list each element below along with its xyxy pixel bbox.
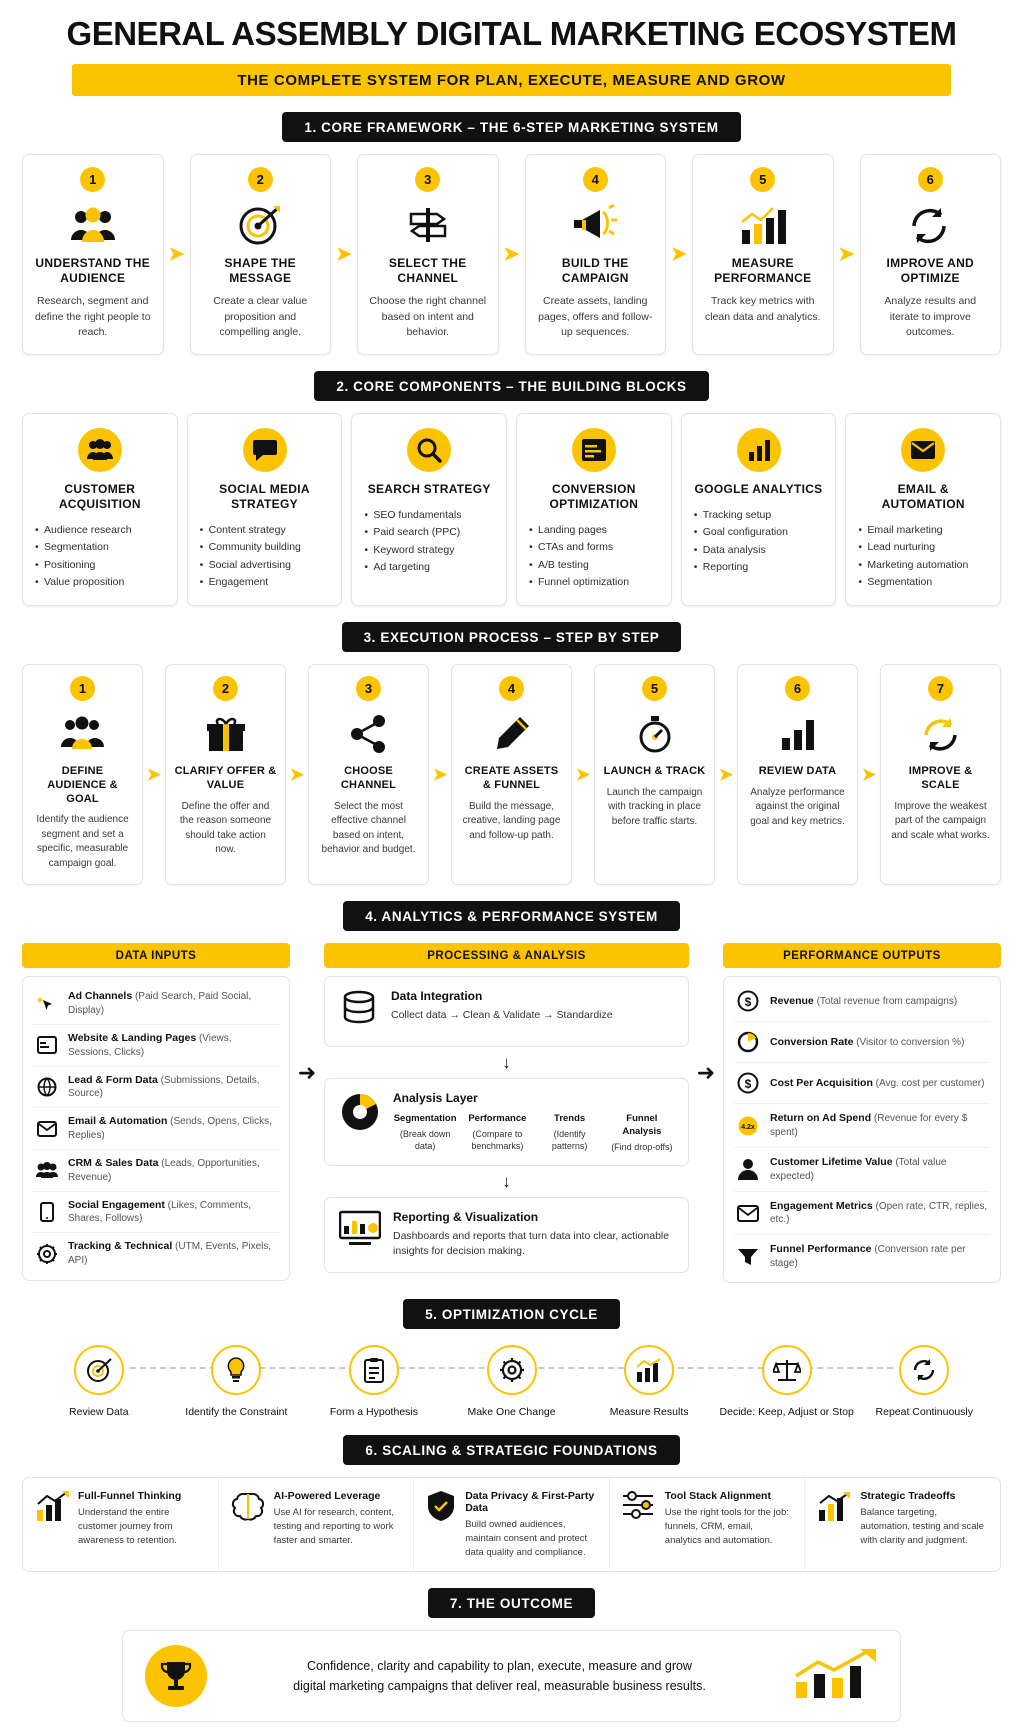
analysis-columns <box>393 1113 674 1153</box>
step-title: REVIEW DATA <box>758 765 837 778</box>
input-text <box>68 1115 277 1142</box>
integration-desc: Collect data → Clean & Validate → Standardize <box>391 1009 613 1022</box>
data-inputs-column <box>22 943 290 1280</box>
gear-icon <box>487 1345 537 1395</box>
list-item <box>734 1147 990 1191</box>
step-title: UNDERSTAND THE AUDIENCE <box>35 256 151 286</box>
core-components-row <box>22 413 1001 606</box>
processing-down-arrow-icon: ↓ <box>502 1053 511 1073</box>
execution-step-2 <box>165 664 286 885</box>
megaphone-icon <box>536 202 656 248</box>
list-item: • Reporting <box>694 559 824 576</box>
svg-text:$: $ <box>744 995 752 1010</box>
cycle-step-make-one-change <box>443 1345 581 1419</box>
reporting-box <box>324 1197 689 1272</box>
execution-step-7 <box>880 664 1001 885</box>
signpost-icon <box>368 202 488 248</box>
output-detail: (Avg. cost per customer) <box>875 1077 985 1089</box>
step-number: 3 <box>356 676 381 701</box>
list-item: • Value proposition <box>35 574 165 591</box>
foundation-desc: Build owned audiences, maintain consent and protect data quality and compliance. <box>465 1519 588 1558</box>
brain-icon <box>231 1490 265 1559</box>
flow-arrow-icon: ➤ <box>861 764 877 784</box>
input-detail: (Likes, Comments, Shares, Follows) <box>68 1199 251 1225</box>
step-number: 5 <box>750 167 775 192</box>
list-item: • Engagement <box>200 574 330 591</box>
output-text <box>770 1112 988 1139</box>
svg-text:$: $ <box>744 1077 752 1092</box>
cycle-step-label: Decide: Keep, Adjust or Stop <box>719 1406 854 1419</box>
scales-icon <box>762 1345 812 1395</box>
step-title: MEASURE PERFORMANCE <box>714 256 812 286</box>
analysis-col-title: Segmentation <box>393 1113 457 1125</box>
step-title: CREATE ASSETS & FUNNEL <box>464 765 559 791</box>
component-customer-acquisition <box>22 413 178 606</box>
flow-arrow-icon: ➤ <box>671 244 687 266</box>
section-3-heading: 3. EXECUTION PROCESS – STEP BY STEP <box>342 622 682 652</box>
input-text <box>68 1199 277 1226</box>
input-text <box>68 990 277 1017</box>
reporting-title: Reporting & Visualization <box>393 1210 539 1225</box>
list-item <box>734 981 990 1021</box>
step-desc: Build the message, creative, landing page and follow-up path. <box>462 800 561 841</box>
webpage-icon <box>35 1033 59 1057</box>
flow-arrow-icon: ➤ <box>168 244 185 266</box>
roas-badge-icon <box>736 1114 760 1138</box>
framework-step-4 <box>525 154 667 355</box>
foundation-ai-powered-leverage <box>218 1478 414 1571</box>
output-label: Customer Lifetime Value <box>770 1156 893 1169</box>
output-detail: (Total value expected) <box>770 1157 947 1182</box>
execution-step-1 <box>22 664 143 885</box>
component-list <box>858 522 988 591</box>
people-icon <box>78 428 122 472</box>
trophy-icon <box>145 1645 207 1707</box>
foundation-title: Full-Funnel Thinking <box>78 1490 182 1503</box>
list-item: • Email marketing <box>858 522 988 539</box>
form-globe-icon <box>35 1075 59 1099</box>
mobile-icon <box>35 1200 59 1224</box>
input-detail: (Leads, Opportunities, Revenue) <box>68 1158 260 1183</box>
step-title: CHOOSE CHANNEL <box>340 765 397 791</box>
processing-to-outputs-arrow-icon: ➜ <box>696 1060 716 1086</box>
output-label: Conversion Rate <box>770 1035 854 1048</box>
cycle-step-measure-results <box>580 1345 718 1419</box>
step-title: IMPROVE & SCALE <box>908 765 973 791</box>
input-label: Ad Channels <box>68 990 133 1003</box>
flow-arrow-icon: ➤ <box>432 764 448 784</box>
step-desc: Analyze results and iterate to improve outcomes. <box>884 295 977 338</box>
foundation-full-funnel-thinking <box>23 1478 218 1571</box>
cycle-step-repeat <box>855 1345 993 1419</box>
input-detail: (Paid Search, Paid Social, Display) <box>68 991 252 1017</box>
step-number: 6 <box>918 167 943 192</box>
list-item: • Audience research <box>35 522 165 539</box>
list-item: • Positioning <box>35 557 165 574</box>
cycle-step-label: Review Data <box>69 1406 129 1419</box>
section-7-heading: 7. THE OUTCOME <box>428 1588 595 1618</box>
cycle-step-review-data <box>30 1345 168 1419</box>
stopwatch-icon <box>603 711 706 757</box>
growth-arrow-chart-icon <box>792 1648 878 1705</box>
toggles-icon <box>622 1490 656 1559</box>
list-item: • CTAs and forms <box>529 539 659 556</box>
list-item <box>734 1103 990 1147</box>
list-item <box>33 1191 279 1233</box>
tradeoff-chart-icon <box>817 1490 851 1559</box>
component-conversion-optimization <box>516 413 672 606</box>
processing-title: PROCESSING & ANALYSIS <box>324 943 689 968</box>
analysis-col <box>538 1113 602 1153</box>
outcome-box <box>122 1630 901 1722</box>
list-item: • Paid search (PPC) <box>364 524 494 541</box>
output-label: Revenue <box>770 994 814 1007</box>
target-icon <box>201 202 321 248</box>
bar-chart-icon <box>746 711 849 757</box>
envelope-icon <box>35 1117 59 1141</box>
input-detail: (Sends, Opens, Clicks, Replies) <box>68 1116 272 1142</box>
step-desc: Improve the weakest part of the campaign and scale what works. <box>891 800 990 841</box>
analysis-col <box>393 1113 457 1153</box>
cycle-step-label: Repeat Continuously <box>875 1406 973 1419</box>
analysis-col-title: Performance <box>468 1113 527 1125</box>
step-title: LAUNCH & TRACK <box>603 765 706 778</box>
step-number: 6 <box>785 676 810 701</box>
pencil-icon <box>460 711 563 757</box>
step-desc: Research, segment and define the right people to reach. <box>34 295 151 338</box>
audience-icon <box>33 202 153 248</box>
gear-icon <box>35 1242 59 1266</box>
list-item: • Marketing automation <box>858 557 988 574</box>
outcome-line-2: digital marketing campaigns that deliver real, measurable business results. <box>293 1679 706 1694</box>
flow-arrow-icon: ➤ <box>336 244 352 266</box>
output-label: Engagement Metrics <box>770 1199 873 1212</box>
list-item <box>734 1191 990 1235</box>
refresh-cycle-icon <box>871 202 991 248</box>
foundations-row <box>22 1477 1001 1572</box>
step-number: 2 <box>213 676 238 701</box>
list-item <box>734 1021 990 1062</box>
flow-arrow-icon: ➤ <box>146 764 162 784</box>
analysis-layer-box <box>324 1078 689 1166</box>
execution-step-5 <box>594 664 715 885</box>
lightbulb-icon <box>211 1345 261 1395</box>
input-detail: (Views, Sessions, Clicks) <box>68 1033 232 1058</box>
sparkle-cursor-icon <box>35 992 59 1016</box>
output-text <box>770 1200 988 1227</box>
page-subtitle: THE COMPLETE SYSTEM FOR PLAN, EXECUTE, MEASURE AND GROW <box>72 64 951 96</box>
component-search-strategy <box>351 413 507 606</box>
step-desc: Choose the right channel based on intent and behavior. <box>369 295 487 338</box>
list-item: • Social advertising <box>200 557 330 574</box>
analysis-col-desc: (Find drop-offs) <box>611 1142 673 1153</box>
foundation-title: Data Privacy & First-Party Data <box>465 1490 595 1515</box>
funnel-icon <box>736 1245 760 1269</box>
cycle-step-label: Identify the Constraint <box>185 1406 288 1419</box>
component-list <box>529 522 659 591</box>
foundation-desc: Use the right tools for the job: funnels, CRM, email, analytics and automation. <box>664 1507 789 1546</box>
foundation-title: Strategic Tradeoffs <box>860 1490 956 1503</box>
step-number: 2 <box>248 167 273 192</box>
step-number: 7 <box>928 676 953 701</box>
list-item <box>33 1066 279 1108</box>
component-list <box>35 522 165 591</box>
list-item: • Community building <box>200 539 330 556</box>
performance-outputs-column <box>723 943 1001 1283</box>
list-item: • A/B testing <box>529 557 659 574</box>
foundation-desc: Use AI for research, content, testing and reporting to work faster and smarter. <box>273 1507 394 1546</box>
component-list <box>364 507 494 576</box>
step-desc: Identify the audience segment and set a specific, measurable campaign goal. <box>36 814 129 869</box>
list-item: • Ad targeting <box>364 559 494 576</box>
flow-arrow-icon: ➤ <box>718 764 734 784</box>
input-detail: (Submissions, Details, Source) <box>68 1074 260 1100</box>
input-text <box>68 1074 277 1101</box>
component-title: GOOGLE ANALYTICS <box>694 481 823 496</box>
step-number: 1 <box>80 167 105 192</box>
component-title: EMAIL & AUTOMATION <box>881 481 965 511</box>
cycle-step-label: Form a Hypothesis <box>329 1406 418 1419</box>
execution-step-3 <box>308 664 429 885</box>
step-number: 5 <box>642 676 667 701</box>
input-label: Email & Automation <box>68 1115 168 1128</box>
list-item <box>33 1149 279 1191</box>
clipboard-icon <box>349 1345 399 1395</box>
cycle-step-decide <box>718 1345 856 1419</box>
page-title: GENERAL ASSEMBLY DIGITAL MARKETING ECOSYSTEM <box>66 15 957 52</box>
flow-arrow-icon: ➤ <box>575 764 591 784</box>
donut-chart-icon <box>339 1091 381 1138</box>
analysis-col <box>610 1113 674 1153</box>
cycle-step-identify-constraint <box>168 1345 306 1419</box>
list-item: • Funnel optimization <box>529 574 659 591</box>
component-title: SOCIAL MEDIA STRATEGY <box>219 481 310 511</box>
shield-icon <box>426 1490 456 1559</box>
list-item: • Segmentation <box>858 574 988 591</box>
list-item: • Data analysis <box>694 542 824 559</box>
output-text <box>770 1036 964 1050</box>
analytics-bars-icon <box>737 428 781 472</box>
section-6-heading: 6. SCALING & STRATEGIC FOUNDATIONS <box>343 1435 679 1465</box>
output-detail: (Conversion rate per stage) <box>770 1244 966 1270</box>
step-title: CLARIFY OFFER & VALUE <box>174 765 277 791</box>
output-text <box>770 1243 988 1270</box>
step-number: 1 <box>70 676 95 701</box>
optimization-cycle-row <box>22 1341 1001 1419</box>
output-detail: (Visitor to conversion %) <box>856 1036 965 1048</box>
analysis-col-title: Funnel Analysis <box>622 1113 662 1138</box>
list-item: • Segmentation <box>35 539 165 556</box>
list-item <box>734 1062 990 1103</box>
data-inputs-list <box>22 976 290 1280</box>
input-text <box>68 1240 277 1267</box>
data-integration-box <box>324 976 689 1047</box>
input-detail: (UTM, Events, Pixels, API) <box>68 1241 272 1266</box>
step-desc: Create a clear value proposition and compelling angle. <box>213 295 308 338</box>
bar-chart-icon <box>703 202 823 248</box>
component-email-automation <box>845 413 1001 606</box>
step-number: 4 <box>499 676 524 701</box>
component-title: CONVERSION OPTIMIZATION <box>549 481 639 511</box>
input-label: Lead & Form Data <box>68 1073 158 1086</box>
foundation-title: Tool Stack Alignment <box>664 1490 771 1503</box>
svg-text:4.2x: 4.2x <box>741 1123 755 1131</box>
analysis-title: Analysis Layer <box>393 1091 478 1106</box>
analytics-system-row <box>22 943 1001 1283</box>
cycle-step-label: Measure Results <box>609 1406 689 1419</box>
foundation-tool-stack-alignment <box>609 1478 805 1571</box>
output-detail: (Open rate, CTR, replies, etc.) <box>770 1200 988 1226</box>
output-detail: (Total revenue from campaigns) <box>816 995 958 1007</box>
input-label: Social Engagement <box>68 1198 165 1211</box>
share-nodes-icon <box>317 711 420 757</box>
output-text <box>770 1156 988 1183</box>
step-desc: Define the offer and the reason someone should take action now. <box>179 800 272 856</box>
analysis-down-arrow-icon: ↓ <box>502 1172 511 1192</box>
component-social-media-strategy <box>187 413 343 606</box>
step-title: DEFINE AUDIENCE & GOAL <box>47 765 118 805</box>
dollar-circle-icon <box>736 989 760 1013</box>
step-desc: Select the most effective channel based on intent, behavior and budget. <box>321 800 416 856</box>
data-inputs-title: DATA INPUTS <box>22 943 290 968</box>
list-item: • Lead nurturing <box>858 539 988 556</box>
output-text <box>770 995 957 1009</box>
database-icon <box>339 989 379 1034</box>
section-4-heading: 4. ANALYTICS & PERFORMANCE SYSTEM <box>343 901 680 931</box>
gift-icon <box>174 711 277 757</box>
list-item: • Tracking setup <box>694 507 824 524</box>
foundation-desc: Understand the entire customer journey from awareness to retention. <box>78 1507 177 1546</box>
flow-arrow-icon: ➤ <box>503 244 520 266</box>
step-title: SHAPE THE MESSAGE <box>224 256 296 286</box>
framework-step-3 <box>357 154 499 355</box>
output-label: Return on Ad Spend <box>770 1112 872 1125</box>
foundation-title: AI-Powered Leverage <box>273 1490 381 1503</box>
list-item: • Keyword strategy <box>364 542 494 559</box>
component-google-analytics <box>681 413 837 606</box>
step-desc: Analyze performance against the original goal and key metrics. <box>750 786 845 827</box>
envelope-icon <box>901 428 945 472</box>
input-text <box>68 1032 277 1059</box>
people-icon <box>35 1158 59 1182</box>
execution-process-row <box>22 664 1001 885</box>
refresh-cycle-icon <box>899 1345 949 1395</box>
component-list <box>694 507 824 576</box>
execution-step-4 <box>451 664 572 885</box>
output-text <box>770 1077 984 1091</box>
processing-column <box>324 943 689 1272</box>
component-title: SEARCH STRATEGY <box>367 481 491 496</box>
growth-chart-icon <box>35 1490 69 1559</box>
cycle-step-form-hypothesis <box>305 1345 443 1419</box>
list-item <box>33 983 279 1024</box>
list-item: • SEO fundamentals <box>364 507 494 524</box>
analysis-col-desc: (Identify patterns) <box>551 1129 588 1152</box>
output-label: Cost Per Acquisition <box>770 1076 873 1089</box>
list-item: • Content strategy <box>200 522 330 539</box>
speech-bubble-icon <box>243 428 287 472</box>
browser-window-icon <box>572 428 616 472</box>
input-text <box>68 1157 277 1184</box>
output-label: Funnel Performance <box>770 1243 872 1256</box>
list-item <box>33 1024 279 1066</box>
donut-chart-icon <box>736 1030 760 1054</box>
performance-outputs-title: PERFORMANCE OUTPUTS <box>723 943 1001 968</box>
step-number: 3 <box>415 167 440 192</box>
section-2-heading: 2. CORE COMPONENTS – THE BUILDING BLOCKS <box>314 371 708 401</box>
performance-outputs-list <box>723 976 1001 1283</box>
list-item: • Landing pages <box>529 522 659 539</box>
analysis-col-desc: (Compare to benchmarks) <box>471 1129 524 1152</box>
analysis-col-desc: (Break down data) <box>399 1129 451 1152</box>
step-number: 4 <box>583 167 608 192</box>
list-item: • Goal configuration <box>694 524 824 541</box>
framework-step-6 <box>860 154 1002 355</box>
foundation-strategic-tradeoffs <box>804 1478 1000 1571</box>
flow-arrow-icon: ➤ <box>838 244 855 266</box>
step-desc: Track key metrics with clean data and analytics. <box>704 295 821 323</box>
input-label: CRM & Sales Data <box>68 1157 159 1170</box>
dollar-circle-icon <box>736 1071 760 1095</box>
step-title: BUILD THE CAMPAIGN <box>561 256 629 286</box>
output-detail: (Revenue for every $ spent) <box>770 1113 968 1139</box>
step-desc: Launch the campaign with tracking in place before traffic starts. <box>606 786 703 827</box>
step-desc: Create assets, landing pages, offers and follow-up sequences. <box>538 295 653 338</box>
envelope-icon <box>736 1201 760 1225</box>
input-label: Tracking & Technical <box>68 1240 173 1253</box>
step-title: IMPROVE AND OPTIMIZE <box>886 256 975 286</box>
list-item <box>33 1232 279 1274</box>
bar-chart-icon <box>624 1345 674 1395</box>
foundation-desc: Balance targeting, automation, testing and scale with clarity and judgment. <box>860 1507 984 1546</box>
list-item <box>33 1107 279 1149</box>
target-icon <box>74 1345 124 1395</box>
refresh-cycle-icon <box>889 711 992 757</box>
analysis-col <box>465 1113 529 1153</box>
audience-goal-icon <box>31 711 134 757</box>
dashboard-report-icon <box>339 1210 381 1255</box>
framework-step-2 <box>190 154 332 355</box>
flow-arrow-icon: ➤ <box>289 764 305 784</box>
inputs-to-processing-arrow-icon: ➜ <box>297 1060 317 1086</box>
component-list <box>200 522 330 591</box>
list-item <box>734 1234 990 1278</box>
step-title: SELECT THE CHANNEL <box>388 256 467 286</box>
foundation-data-privacy <box>413 1478 609 1571</box>
outcome-text <box>225 1656 774 1696</box>
component-title: CUSTOMER ACQUISITION <box>58 481 141 511</box>
section-5-heading: 5. OPTIMIZATION CYCLE <box>403 1299 620 1329</box>
section-1-heading: 1. CORE FRAMEWORK – THE 6-STEP MARKETING SYSTEM <box>282 112 740 142</box>
input-label: Website & Landing Pages <box>68 1032 197 1045</box>
reporting-desc: Dashboards and reports that turn data into clear, actionable insights for decision making. <box>393 1230 670 1258</box>
analysis-col-title: Trends <box>554 1113 586 1125</box>
framework-step-1 <box>22 154 164 355</box>
cycle-step-label: Make One Change <box>467 1406 556 1419</box>
framework-step-5 <box>692 154 834 355</box>
magnifier-icon <box>407 428 451 472</box>
person-icon <box>736 1157 760 1181</box>
core-framework-row <box>22 154 1001 355</box>
outcome-line-1: Confidence, clarity and capability to plan, execute, measure and grow <box>307 1659 692 1674</box>
execution-step-6 <box>737 664 858 885</box>
integration-title: Data Integration <box>391 989 483 1004</box>
